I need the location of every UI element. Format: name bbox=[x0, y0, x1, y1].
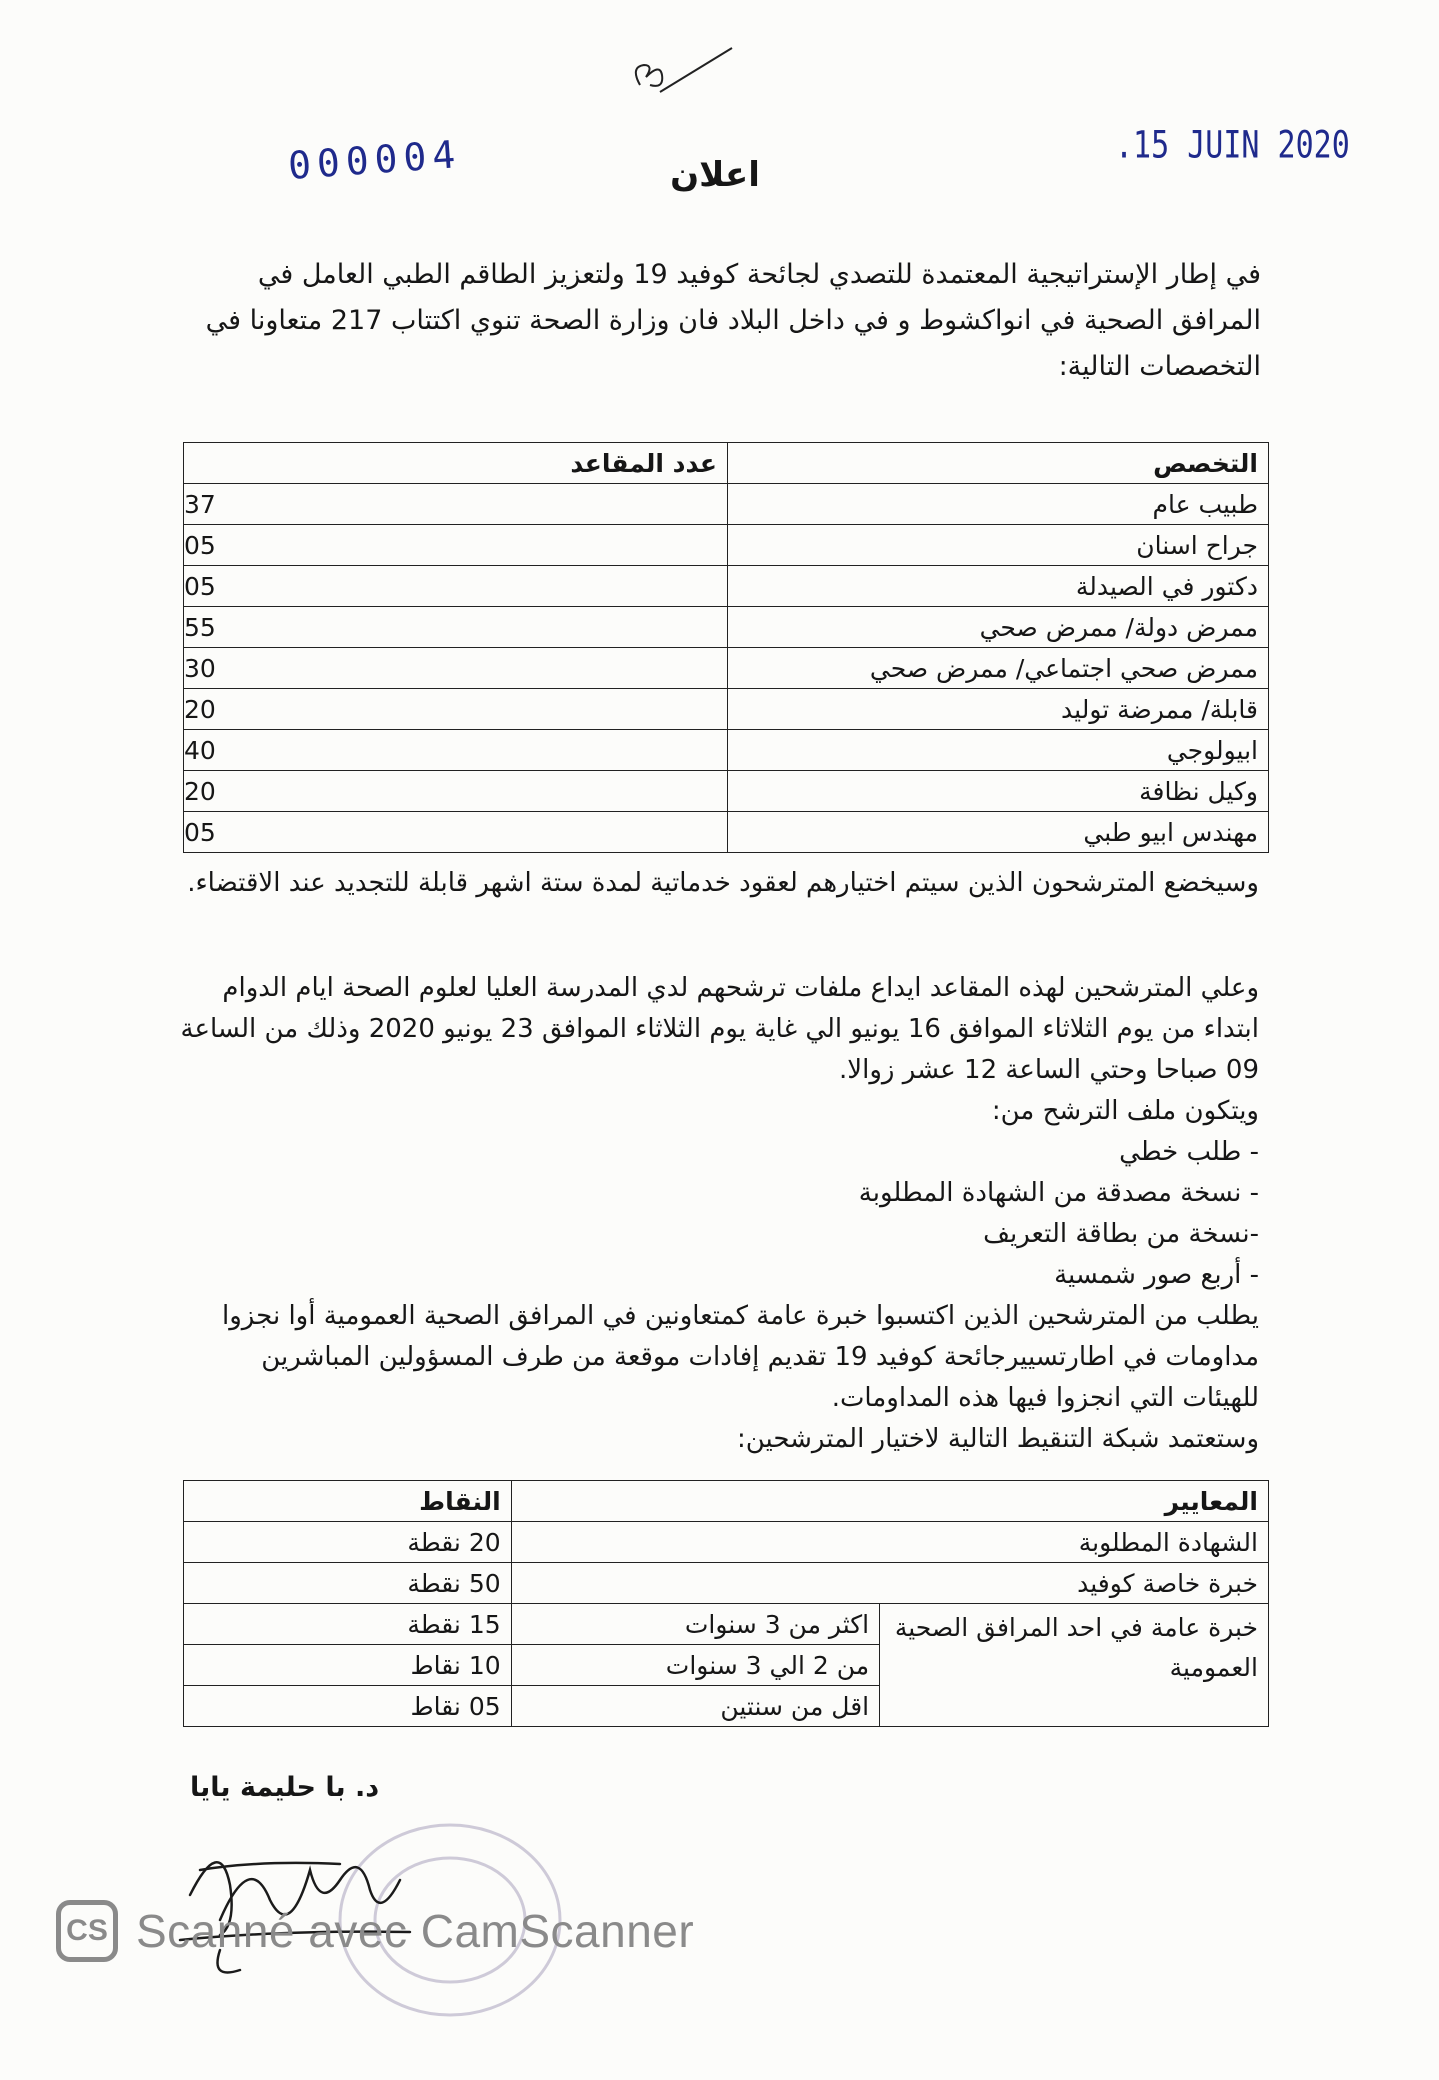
table-row bbox=[184, 1604, 1269, 1645]
specialty-cell: ممرض دولة/ ممرض صحي bbox=[728, 607, 1269, 648]
seats-cell: 05 bbox=[184, 566, 728, 607]
criterion-cell-general-experience: خبرة عامة في احد المرافق الصحية العمومية bbox=[880, 1604, 1269, 1727]
duration-cell: اكثر من 3 سنوات bbox=[511, 1604, 879, 1645]
reference-number: 000004 bbox=[286, 132, 463, 188]
document-title: اعلان bbox=[670, 155, 760, 195]
contract-note: وسيخضع المترشحون الذين سيتم اختيارهم لعقود خدماتية لمدة ستة اشهر قابلة للتجديد عند الاقتضاء. bbox=[187, 868, 1259, 898]
specialty-cell: ابيولوجي bbox=[728, 730, 1269, 771]
table-row bbox=[184, 484, 1269, 525]
specialty-cell: جراح اسنان bbox=[728, 525, 1269, 566]
table-row bbox=[184, 730, 1269, 771]
scoring-table-header bbox=[184, 1481, 1269, 1522]
application-paragraph: وعلي المترشحين لهذه المقاعد ايداع ملفات ترشحهم لدي المدرسة العليا لعلوم الصحة ايام الدوام ابتداء من يوم الثلاثاء الموافق 16 يونيو الي غاية يوم الثلاثاء الموافق 23 يونيو 2020 وذلك من الساعة 09 صباحا وحتي الساعة 12 عشر زوالا. bbox=[180, 973, 1259, 1085]
points-cell: 10 نقاط bbox=[184, 1645, 512, 1686]
file-intro: ويتكون ملف الترشح من: bbox=[991, 1096, 1259, 1126]
intro-paragraph: في إطار الإستراتيجية المعتمدة للتصدي لجائحة كوفيد 19 ولتعزيز الطاقم الطبي العامل في المرافق الصحية في انواكشوط و في داخل البلاد فان وزارة الصحة تنوي اكتتاب 217 متعاونا في التخصصات التالية: bbox=[205, 259, 1261, 382]
points-cell: 15 نقطة bbox=[184, 1604, 512, 1645]
table-row bbox=[184, 648, 1269, 689]
seats-cell: 20 bbox=[184, 689, 728, 730]
table-row bbox=[184, 771, 1269, 812]
grid-intro: وستعتمد شبكة التنقيط التالية لاختيار المترشحين: bbox=[736, 1424, 1259, 1454]
table-row bbox=[184, 1563, 1269, 1604]
specialty-cell: مهندس ابيو طبي bbox=[728, 812, 1269, 853]
experience-paragraph: يطلب من المترشحين الذين اكتسبوا خبرة عامة كمتعاونين في المرافق الصحية العمومية أوا نجزوا مداومات في اطارتسييرجائحة كوفيد 19 تقديم إفادات موقعة من طرف المسؤولين المباشرين للهيئات التي انجزوا فيها هذه المداومات. bbox=[222, 1301, 1259, 1413]
camscanner-logo-icon: CS bbox=[56, 1900, 118, 1962]
header-seats: عدد المقاعد bbox=[184, 443, 728, 484]
criterion-cell: الشهادة المطلوبة bbox=[511, 1522, 1268, 1563]
positions-table bbox=[183, 442, 1269, 853]
table-row bbox=[184, 1522, 1269, 1563]
criterion-cell: خبرة خاصة كوفيد bbox=[511, 1563, 1268, 1604]
watermark-text: Scanné avec CamScanner bbox=[136, 1905, 695, 1957]
header-criteria: المعايير bbox=[511, 1481, 1268, 1522]
header-specialty: التخصص bbox=[728, 443, 1269, 484]
specialty-cell: قابلة/ ممرضة توليد bbox=[728, 689, 1269, 730]
duration-cell: من 2 الي 3 سنوات bbox=[511, 1645, 879, 1686]
specialty-cell: طبيب عام bbox=[728, 484, 1269, 525]
points-cell: 50 نقطة bbox=[184, 1563, 512, 1604]
specialty-cell: ممرض صحي اجتماعي/ ممرض صحي bbox=[728, 648, 1269, 689]
seats-cell: 20 bbox=[184, 771, 728, 812]
date-stamp: .15 JUIN 2020 bbox=[1115, 123, 1350, 168]
points-cell: 05 نقاط bbox=[184, 1686, 512, 1727]
header-points: النقاط bbox=[184, 1481, 512, 1522]
seats-cell: 40 bbox=[184, 730, 728, 771]
file-item: - أربع صور شمسية bbox=[1054, 1260, 1259, 1290]
table-row bbox=[184, 525, 1269, 566]
seats-cell: 30 bbox=[184, 648, 728, 689]
seats-cell: 05 bbox=[184, 525, 728, 566]
seats-cell: 05 bbox=[184, 812, 728, 853]
table-row bbox=[184, 607, 1269, 648]
signatory-name: د. با حليمة يايا bbox=[190, 1772, 380, 1803]
specialty-cell: وكيل نظافة bbox=[728, 771, 1269, 812]
file-item: - نسخة مصدقة من الشهادة المطلوبة bbox=[858, 1178, 1259, 1208]
camscanner-watermark bbox=[56, 1900, 694, 1962]
scoring-table bbox=[183, 1480, 1269, 1727]
table-row bbox=[184, 566, 1269, 607]
points-cell: 20 نقطة bbox=[184, 1522, 512, 1563]
specialty-cell: دكتور في الصيدلة bbox=[728, 566, 1269, 607]
table-row bbox=[184, 812, 1269, 853]
application-details bbox=[179, 968, 1259, 1460]
positions-table-header bbox=[184, 443, 1269, 484]
handwritten-initials-mark bbox=[620, 40, 740, 120]
duration-cell: اقل من سنتين bbox=[511, 1686, 879, 1727]
file-item: - طلب خطي bbox=[1119, 1137, 1259, 1167]
table-row bbox=[184, 689, 1269, 730]
seats-cell: 55 bbox=[184, 607, 728, 648]
file-item: -نسخة من بطاقة التعريف bbox=[983, 1219, 1259, 1249]
seats-cell: 37 bbox=[184, 484, 728, 525]
